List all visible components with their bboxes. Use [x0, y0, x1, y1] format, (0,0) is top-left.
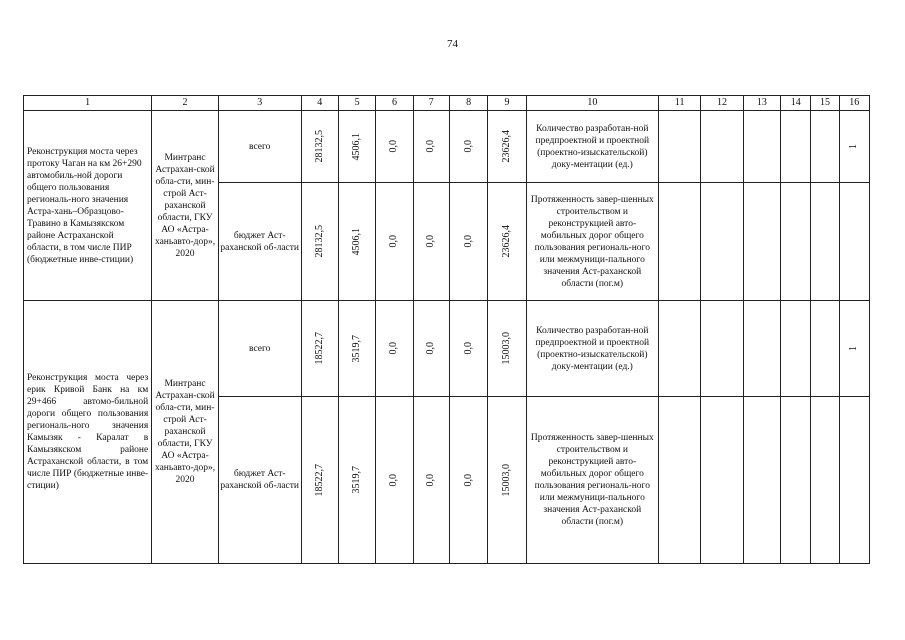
value-cell: 1	[839, 301, 869, 397]
header-cell: 10	[526, 96, 658, 111]
header-cell: 2	[152, 96, 219, 111]
value-cell: 3519,7	[338, 301, 375, 397]
value-cell: 0,0	[376, 397, 413, 564]
value-cell: 0,0	[376, 301, 413, 397]
value-cell: 15003,0	[488, 301, 526, 397]
header-cell: 6	[376, 96, 413, 111]
project-name: Реконструкция моста через протоку Чаган на км 26+290 автомобиль-ной дороги общего пользования региональ-ного значения Астра-хань–Образцово-Травино в Камызякском районе Астраханской области, в том числе ПИР (бюджетные инве-стиции)	[24, 111, 152, 301]
header-cell: 13	[743, 96, 780, 111]
header-cell: 4	[301, 96, 338, 111]
empty-cell	[701, 397, 743, 564]
value-cell: 0,0	[413, 397, 449, 564]
value-cell: 4506,1	[338, 183, 375, 301]
funding-source: бюджет Аст-раханской об-ласти	[218, 397, 301, 564]
empty-cell	[658, 183, 700, 301]
indicator-cell: Протяженность завер-шенных строительством и реконструкцией авто-мобильных дорог общего пользования региональ-ного или межмуници-пального значения Аст-раханской области (пог.м)	[526, 183, 658, 301]
value-cell: 0,0	[376, 183, 413, 301]
funding-source: всего	[218, 301, 301, 397]
value-cell: 1	[839, 111, 869, 183]
indicator-cell: Количество разработан-ной предпроектной и проектной (проектно-изыскательской) доку-ментации (ед.)	[526, 111, 658, 183]
header-cell: 16	[839, 96, 869, 111]
value-cell: 3519,7	[338, 397, 375, 564]
empty-cell	[743, 397, 780, 564]
funding-source: бюджет Аст-раханской об-ласти	[218, 183, 301, 301]
value-cell	[839, 183, 869, 301]
header-cell: 8	[449, 96, 487, 111]
table-row	[24, 301, 870, 397]
empty-cell	[743, 183, 780, 301]
header-cell: 1	[24, 96, 152, 111]
indicator-cell: Протяженность завер-шенных строительством и реконструкцией авто-мобильных дорог общего пользования региональ-ного или межмуници-пального значения Аст-раханской области (пог.м)	[526, 397, 658, 564]
header-cell: 15	[811, 96, 839, 111]
page-number: 74	[447, 38, 458, 50]
value-cell: 0,0	[449, 301, 487, 397]
value-cell: 0,0	[449, 183, 487, 301]
empty-cell	[658, 301, 700, 397]
value-cell: 0,0	[413, 111, 449, 183]
value-cell	[839, 397, 869, 564]
project-name: Реконструкция моста через ерик Кривой Банк на км 29+466 автомо-бильной дороги общего пользования региональ-ного значения Камызяк - Каралат в Камызякском районе Астраханской области, в том числе ПИР (бюджетные инве-стиции)	[24, 301, 152, 564]
value-cell: 0,0	[413, 183, 449, 301]
executor-cell: Минтранс Астрахан-ской обла-сти, мин-строй Аст-раханской области, ГКУ АО «Астра-ханьавто-дор», 2020	[152, 111, 219, 301]
value-cell: 0,0	[449, 397, 487, 564]
empty-cell	[743, 111, 780, 183]
empty-cell	[658, 397, 700, 564]
empty-cell	[781, 111, 811, 183]
header-cell: 9	[488, 96, 526, 111]
funding-source: всего	[218, 111, 301, 183]
value-cell: 18522,7	[301, 301, 338, 397]
header-cell: 11	[658, 96, 700, 111]
value-cell: 23626,4	[488, 183, 526, 301]
value-cell: 18522,7	[301, 397, 338, 564]
empty-cell	[701, 301, 743, 397]
empty-cell	[781, 183, 811, 301]
table-row	[24, 111, 870, 183]
empty-cell	[781, 301, 811, 397]
value-cell: 0,0	[413, 301, 449, 397]
empty-cell	[658, 111, 700, 183]
header-cell: 3	[218, 96, 301, 111]
value-cell: 0,0	[376, 111, 413, 183]
header-cell: 5	[338, 96, 375, 111]
column-number-row	[24, 96, 870, 111]
empty-cell	[781, 397, 811, 564]
executor-cell: Минтранс Астрахан-ской обла-сти, мин-строй Аст-раханской области, ГКУ АО «Астра-ханьавто-дор», 2020	[152, 301, 219, 564]
value-cell: 15003,0	[488, 397, 526, 564]
empty-cell	[701, 183, 743, 301]
value-cell: 28132,5	[301, 183, 338, 301]
empty-cell	[743, 301, 780, 397]
header-cell: 14	[781, 96, 811, 111]
program-table	[23, 95, 870, 564]
empty-cell	[811, 111, 839, 183]
indicator-cell: Количество разработан-ной предпроектной и проектной (проектно-изыскательской) доку-ментации (ед.)	[526, 301, 658, 397]
value-cell: 0,0	[449, 111, 487, 183]
empty-cell	[811, 397, 839, 564]
header-cell: 7	[413, 96, 449, 111]
empty-cell	[811, 301, 839, 397]
empty-cell	[701, 111, 743, 183]
value-cell: 23626,4	[488, 111, 526, 183]
value-cell: 28132,5	[301, 111, 338, 183]
empty-cell	[811, 183, 839, 301]
value-cell: 4506,1	[338, 111, 375, 183]
header-cell: 12	[701, 96, 743, 111]
